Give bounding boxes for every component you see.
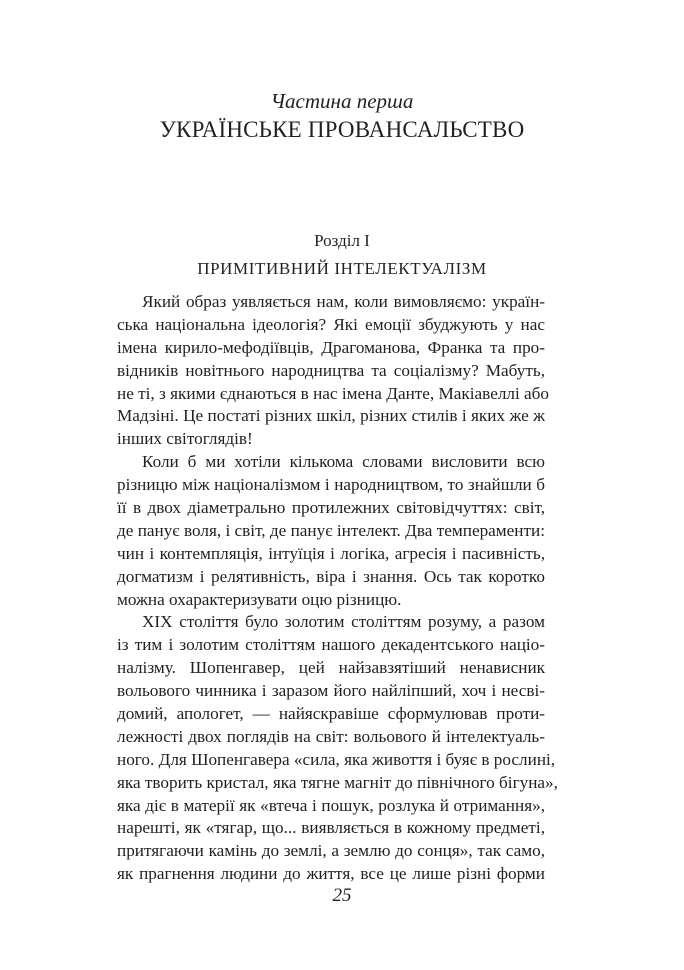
part-title: УКРАЇНСЬКЕ ПРОВАНСАЛЬСТВО bbox=[159, 117, 525, 142]
text-line: ного. Для Шопенгавера «сила, яка живоття і буяє в рослині, bbox=[117, 749, 556, 769]
text-line: чин і контемпляція, інтуїція і логіка, агресія і пасивність, bbox=[117, 543, 545, 563]
text-line: яка діє в матерії як «втеча і пошук, розлука й отримання», bbox=[117, 795, 545, 815]
text-line: догматизм і релятивність, віра і знання. Ось так коротко bbox=[117, 566, 545, 586]
text-line: як прагнення людини до життя, все це лише різні форми bbox=[117, 864, 545, 884]
text-line: Коли б ми хотіли кількома словами висловити всю bbox=[142, 452, 545, 472]
text-line: вольового чинника і заразом його найліпший, хоч і несві- bbox=[117, 681, 545, 701]
text-line: Мадзіні. Це постаті різних шкіл, різних стилів і яких же ж bbox=[117, 406, 545, 426]
text-line: інших світоглядів! bbox=[117, 429, 253, 449]
part-label: Частина перша bbox=[270, 89, 414, 113]
chapter-title: ПРИМІТИВНИЙ ІНТЕЛЕКТУАЛІЗМ bbox=[197, 259, 487, 278]
text-line: налізму. Шопенгавер, цей найзавзятіший ненависник bbox=[117, 658, 545, 678]
text-line: можна охарактеризувати оцю різницю. bbox=[117, 589, 402, 609]
text-line: притягаючи камінь до землі, а землю до сонця», так само, bbox=[117, 841, 545, 861]
text-line: XIX століття було золотим століттям розуму, а разом bbox=[142, 612, 545, 632]
text-line: нарешті, як «тягар, що... виявляється в кожному предметі, bbox=[117, 818, 545, 838]
text-line: де панує воля, і світ, де панує інтелект. Два темпераменти: bbox=[117, 520, 545, 540]
text-line: її в двох діаметрально протилежних світовідчуттях: світ, bbox=[117, 498, 545, 518]
text-line: ська національна ідеологія? Які емоції збуджують у нас bbox=[117, 314, 545, 334]
text-line: яка творить кристал, яка тягне магніт до північного бігуна», bbox=[117, 772, 558, 792]
text-line: різницю між націоналізмом і народництвом, то знайшли б bbox=[117, 475, 545, 495]
chapter-label: Розділ I bbox=[314, 231, 370, 250]
text-line: відників новітнього народництва та соціалізму? Мабуть, bbox=[117, 360, 545, 380]
text-line: Який образ уявляється нам, коли вимовляємо: україн- bbox=[142, 292, 545, 311]
text-line: лежності двох поглядів на світ: вольового й інтелектуаль- bbox=[117, 726, 545, 746]
text-line: імена кирило-мефодіївців, Драгоманова, Франка та про- bbox=[117, 337, 545, 357]
body-text bbox=[117, 291, 558, 886]
text-line: із тим і золотим століттям нашого декадентського націо- bbox=[117, 635, 545, 655]
page-number: 25 bbox=[332, 885, 352, 906]
text-line: не ті, з якими єднаються в нас імена Данте, Макіавеллі або bbox=[117, 383, 550, 403]
text-line: домий, апологет, — найяскравіше сформулював проти- bbox=[117, 704, 545, 724]
